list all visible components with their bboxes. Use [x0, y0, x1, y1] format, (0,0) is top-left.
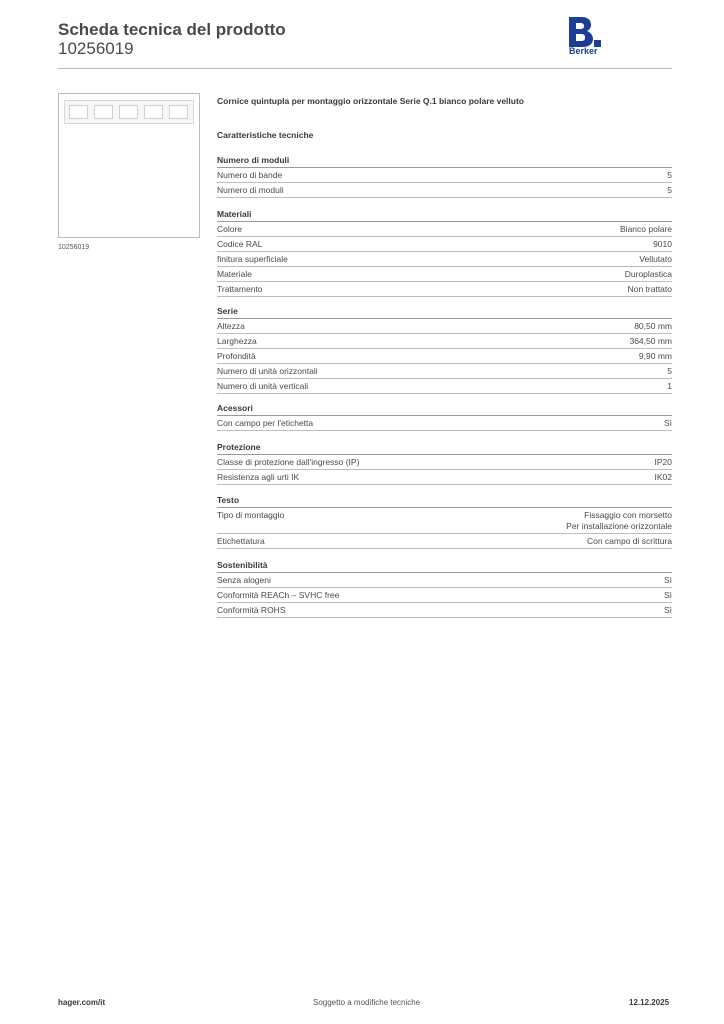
spec-label: Materiale: [217, 269, 252, 279]
spec-row: [217, 267, 672, 282]
spec-label: Codice RAL: [217, 239, 263, 249]
spec-label: Etichettatura: [217, 536, 265, 546]
spec-value: 9,90 mm: [638, 351, 672, 361]
spec-value: Sì: [663, 605, 672, 615]
spec-row: [217, 168, 672, 183]
spec-value: 364,50 mm: [629, 336, 672, 346]
spec-row: [217, 416, 672, 431]
spec-label: Profondità: [217, 351, 256, 361]
spec-row: [217, 364, 672, 379]
spec-row: [217, 455, 672, 470]
spec-row: [217, 534, 672, 549]
section-title: Materiali: [217, 209, 672, 222]
section-materiali: [217, 209, 672, 297]
section-title: Numero di moduli: [217, 155, 672, 168]
section-title: Acessori: [217, 403, 672, 416]
header-divider: [58, 68, 672, 69]
spec-value: Sì: [663, 418, 672, 428]
section-protezione: [217, 442, 672, 485]
product-code: 10256019: [58, 39, 134, 58]
section-numero-moduli: [217, 155, 672, 198]
spec-label: finitura superficiale: [217, 254, 288, 264]
spec-value: 5: [667, 170, 672, 180]
product-image: [64, 100, 194, 124]
product-image-frame: [58, 93, 200, 238]
frame-slot: [94, 105, 113, 119]
spec-value: IK02: [654, 472, 672, 482]
spec-row: [217, 237, 672, 252]
spec-value: IP20: [654, 457, 672, 467]
spec-row: [217, 508, 672, 534]
spec-label: Tipo di montaggio: [217, 510, 285, 520]
frame-slot: [69, 105, 88, 119]
image-caption: 10256019: [58, 244, 90, 251]
spec-value: Vellutato: [639, 254, 672, 264]
spec-label: Numero di moduli: [217, 185, 284, 195]
spec-value: Duroplastica: [624, 269, 672, 279]
frame-slot: [144, 105, 163, 119]
spec-label: Numero di unità verticali: [217, 381, 309, 391]
spec-value: 9010: [653, 239, 672, 249]
spec-row: [217, 282, 672, 297]
frame-slot: [169, 105, 188, 119]
spec-value: 1: [667, 381, 672, 391]
spec-row: [217, 252, 672, 267]
spec-label: Numero di unità orizzontali: [217, 366, 318, 376]
spec-value-line: Per installazione orizzontale: [566, 521, 672, 531]
spec-row: [217, 573, 672, 588]
spec-label: Numero di bande: [217, 170, 283, 180]
product-name: Cornice quintupla per montaggio orizzontale Serie Q.1 bianco polare velluto: [217, 96, 524, 106]
section-title: Serie: [217, 306, 672, 319]
spec-label: Conformità REACh – SVHC free: [217, 590, 340, 600]
spec-label: Conformità ROHS: [217, 605, 286, 615]
page-title: Scheda tecnica del prodotto: [58, 20, 286, 39]
spec-row: [217, 379, 672, 394]
spec-value: Con campo di scrittura: [586, 536, 672, 546]
footer-note: Soggetto a modifiche tecniche: [313, 998, 421, 1007]
section-title: Testo: [217, 495, 672, 508]
spec-value: 5: [667, 185, 672, 195]
spec-label: Classe di protezione dall'ingresso (IP): [217, 457, 360, 467]
footer-date: 12.12.2025: [629, 998, 670, 1007]
spec-row: [217, 222, 672, 237]
spec-value: 5: [667, 366, 672, 376]
spec-value: 80,50 mm: [634, 321, 672, 331]
section-testo: [217, 495, 672, 549]
spec-row: [217, 349, 672, 364]
spec-value-line: Fissaggio con morsetto: [584, 510, 672, 520]
spec-value: Bianco polare: [620, 224, 672, 234]
spec-row: [217, 588, 672, 603]
tech-specs-title: Caratteristiche tecniche: [217, 130, 314, 140]
spec-row: [217, 470, 672, 485]
spec-row: [217, 334, 672, 349]
spec-label: Altezza: [217, 321, 245, 331]
section-title: Protezione: [217, 442, 672, 455]
section-title: Sostenibilità: [217, 560, 672, 573]
spec-label: Colore: [217, 224, 243, 234]
footer-website: hager.com/it: [58, 998, 106, 1007]
spec-label: Trattamento: [217, 284, 263, 294]
section-sostenibilita: [217, 560, 672, 618]
section-accessori: [217, 403, 672, 431]
spec-value: [566, 510, 672, 532]
section-serie: [217, 306, 672, 394]
spec-row: [217, 183, 672, 198]
spec-label: Con campo per l'etichetta: [217, 418, 314, 428]
spec-value: Non trattato: [627, 284, 672, 294]
spec-value: Sì: [663, 575, 672, 585]
spec-row: [217, 603, 672, 618]
frame-slot: [119, 105, 138, 119]
brand-name: Berker: [569, 46, 598, 56]
spec-value: Sì: [663, 590, 672, 600]
spec-label: Larghezza: [217, 336, 257, 346]
spec-row: [217, 319, 672, 334]
spec-label: Senza alogeni: [217, 575, 271, 585]
spec-label: Resistenza agli urti IK: [217, 472, 300, 482]
